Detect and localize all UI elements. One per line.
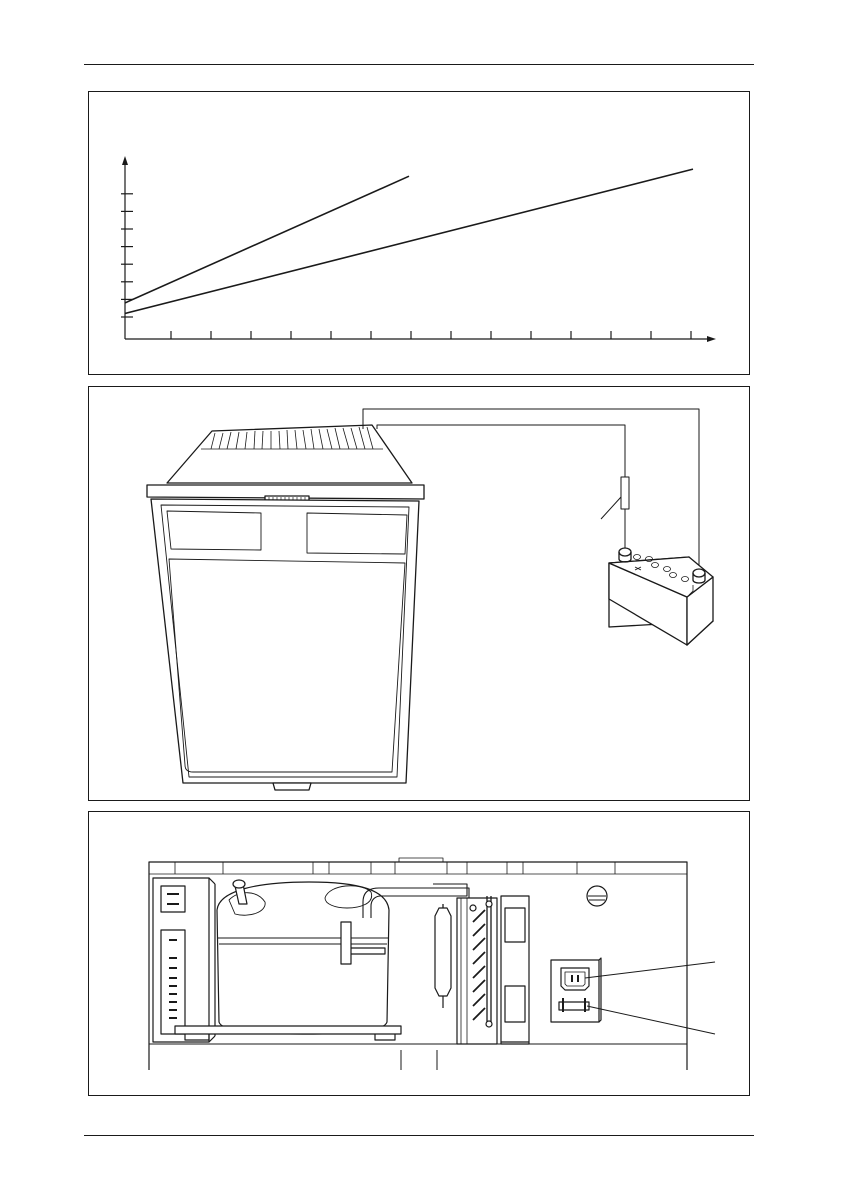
y-ticks — [121, 194, 133, 317]
series-lines — [125, 169, 693, 313]
figure-wiring-panel — [88, 386, 750, 801]
axes — [122, 156, 716, 342]
leader-line-dc-connector — [587, 1006, 715, 1034]
x-ticks — [171, 331, 691, 339]
refrigerator-body — [151, 499, 419, 783]
series-line-2 — [125, 169, 693, 313]
battery-terminal-negative — [619, 548, 631, 556]
wire-negative — [377, 425, 625, 477]
battery-terminal-positive — [693, 569, 705, 577]
header-rule — [84, 64, 754, 65]
wiring-illustration — [89, 387, 751, 802]
graph-chart — [89, 92, 751, 376]
filter-dryer — [435, 904, 451, 1008]
series-line-1 — [125, 176, 409, 303]
inline-fuse — [621, 477, 629, 509]
fuse-leader-line — [601, 497, 621, 519]
condenser-fan — [501, 896, 529, 1044]
condenser — [457, 896, 497, 1044]
electronic-module — [153, 878, 215, 1042]
x-axis-arrow — [707, 336, 716, 342]
footer-rule — [84, 1135, 754, 1136]
refrigerator-foot — [273, 783, 311, 790]
battery — [609, 548, 713, 645]
figure-compartment-panel — [88, 811, 750, 1096]
connector-panel — [551, 958, 601, 1022]
compressor-base-plate — [175, 1026, 401, 1034]
refrigerator — [147, 425, 424, 790]
leader-line-mains-socket — [585, 962, 715, 978]
compartment-illustration — [89, 812, 751, 1097]
y-axis-arrow — [122, 156, 128, 165]
cable-grommet — [587, 886, 607, 906]
module-socket-top — [161, 886, 185, 912]
top-rail-segments — [175, 858, 615, 874]
figure-graph-panel — [88, 91, 750, 375]
refrigerator-lid — [167, 425, 412, 483]
